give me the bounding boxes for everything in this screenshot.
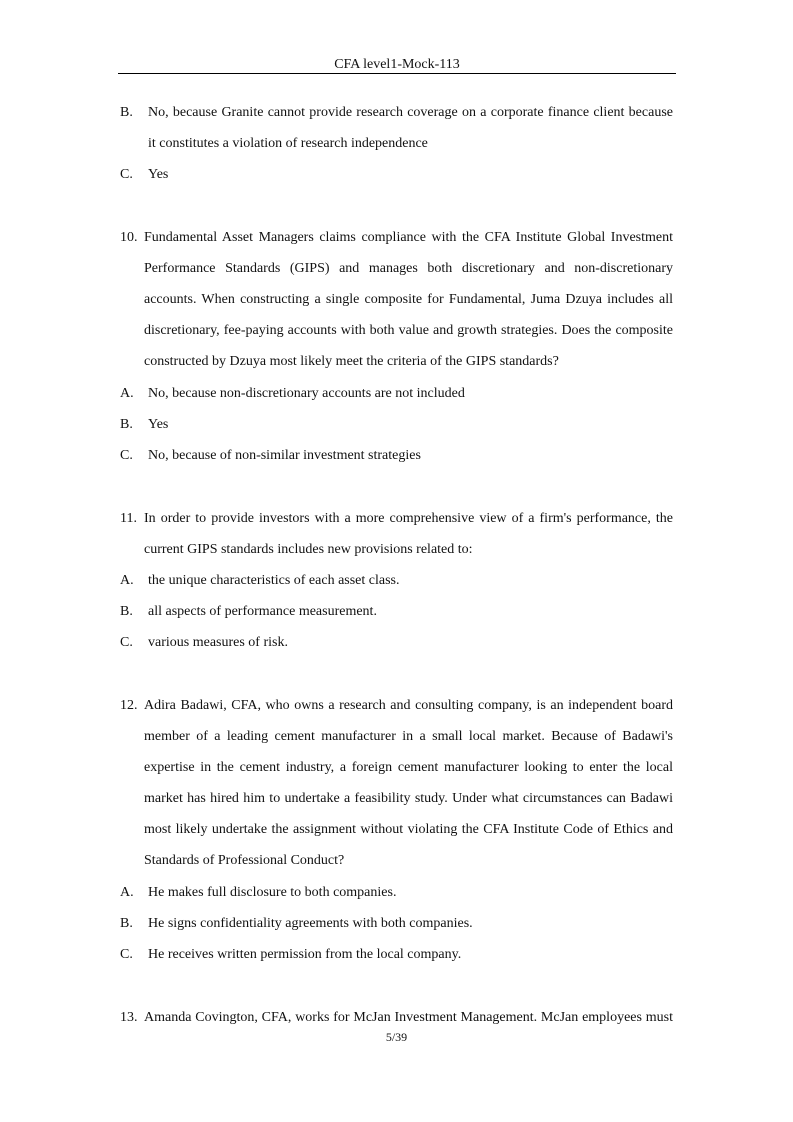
q11-stem-line: In order to provide investors with a more comprehensive view of a firm's performance, the <box>144 511 673 526</box>
q9-option-b-label: B. <box>120 105 133 120</box>
q11-option-c-text: various measures of risk. <box>148 635 288 650</box>
header-divider <box>118 73 676 74</box>
q10-stem-line: constructed by Dzuya most likely meet the criteria of the GIPS standards? <box>144 354 559 369</box>
q12-stem-line: Adira Badawi, CFA, who owns a research and consulting company, is an independent board <box>144 698 673 713</box>
q12-number: 12. <box>120 698 138 713</box>
q10-number: 10. <box>120 230 138 245</box>
q12-stem-line: Standards of Professional Conduct? <box>144 853 345 868</box>
q11-option-b-label: B. <box>120 604 133 619</box>
q11-option-a-label: A. <box>120 573 134 588</box>
q12-stem-line: most likely undertake the assignment without violating the CFA Institute Code of Ethics and <box>144 822 673 837</box>
q12-option-b-text: He signs confidentiality agreements with both companies. <box>148 916 473 931</box>
q10-stem-line: Fundamental Asset Managers claims compliance with the CFA Institute Global Investment <box>144 230 673 245</box>
q9-option-b-text-line2: it constitutes a violation of research independence <box>148 136 428 151</box>
page-header-title: CFA level1-Mock-113 <box>334 57 460 72</box>
q13-number: 13. <box>120 1010 138 1025</box>
q12-stem-line: market has hired him to undertake a feasibility study. Under what circumstances can Badawi <box>144 791 673 806</box>
q11-stem-line: current GIPS standards includes new provisions related to: <box>144 542 473 557</box>
q10-option-a-text: No, because non-discretionary accounts are not included <box>148 386 465 401</box>
q10-option-a-label: A. <box>120 386 134 401</box>
q11-option-a-text: the unique characteristics of each asset class. <box>148 573 400 588</box>
q12-stem-line: expertise in the cement industry, a foreign cement manufacturer looking to enter the local <box>144 760 673 775</box>
q11-number: 11. <box>120 511 137 526</box>
q12-option-c-text: He receives written permission from the local company. <box>148 947 462 962</box>
q12-option-a-label: A. <box>120 885 134 900</box>
q11-option-b-text: all aspects of performance measurement. <box>148 604 377 619</box>
q10-stem-line: discretionary, fee-paying accounts with both value and growth strategies. Does the composite <box>144 323 673 338</box>
q10-option-b-label: B. <box>120 417 133 432</box>
q10-stem-line: accounts. When constructing a single composite for Fundamental, Juma Dzuya includes all <box>144 292 673 307</box>
q12-option-c-label: C. <box>120 947 133 962</box>
q10-option-c-label: C. <box>120 448 133 463</box>
q10-option-b-text: Yes <box>148 417 169 432</box>
q9-option-c-label: C. <box>120 167 133 182</box>
q10-option-c-text: No, because of non-similar investment strategies <box>148 448 421 463</box>
q9-option-b-text-line1: No, because Granite cannot provide research coverage on a corporate finance client because <box>148 105 673 120</box>
q12-option-b-label: B. <box>120 916 133 931</box>
page-number: 5/39 <box>385 1030 408 1044</box>
q9-option-c-text: Yes <box>148 167 169 182</box>
q10-stem-line: Performance Standards (GIPS) and manages both discretionary and non-discretionary <box>144 261 673 276</box>
q13-stem-line: Amanda Covington, CFA, works for McJan Investment Management. McJan employees must <box>144 1010 673 1025</box>
q12-stem-line: member of a leading cement manufacturer in a small local market. Because of Badawi's <box>144 729 673 744</box>
q11-option-c-label: C. <box>120 635 133 650</box>
q12-option-a-text: He makes full disclosure to both companies. <box>148 885 397 900</box>
